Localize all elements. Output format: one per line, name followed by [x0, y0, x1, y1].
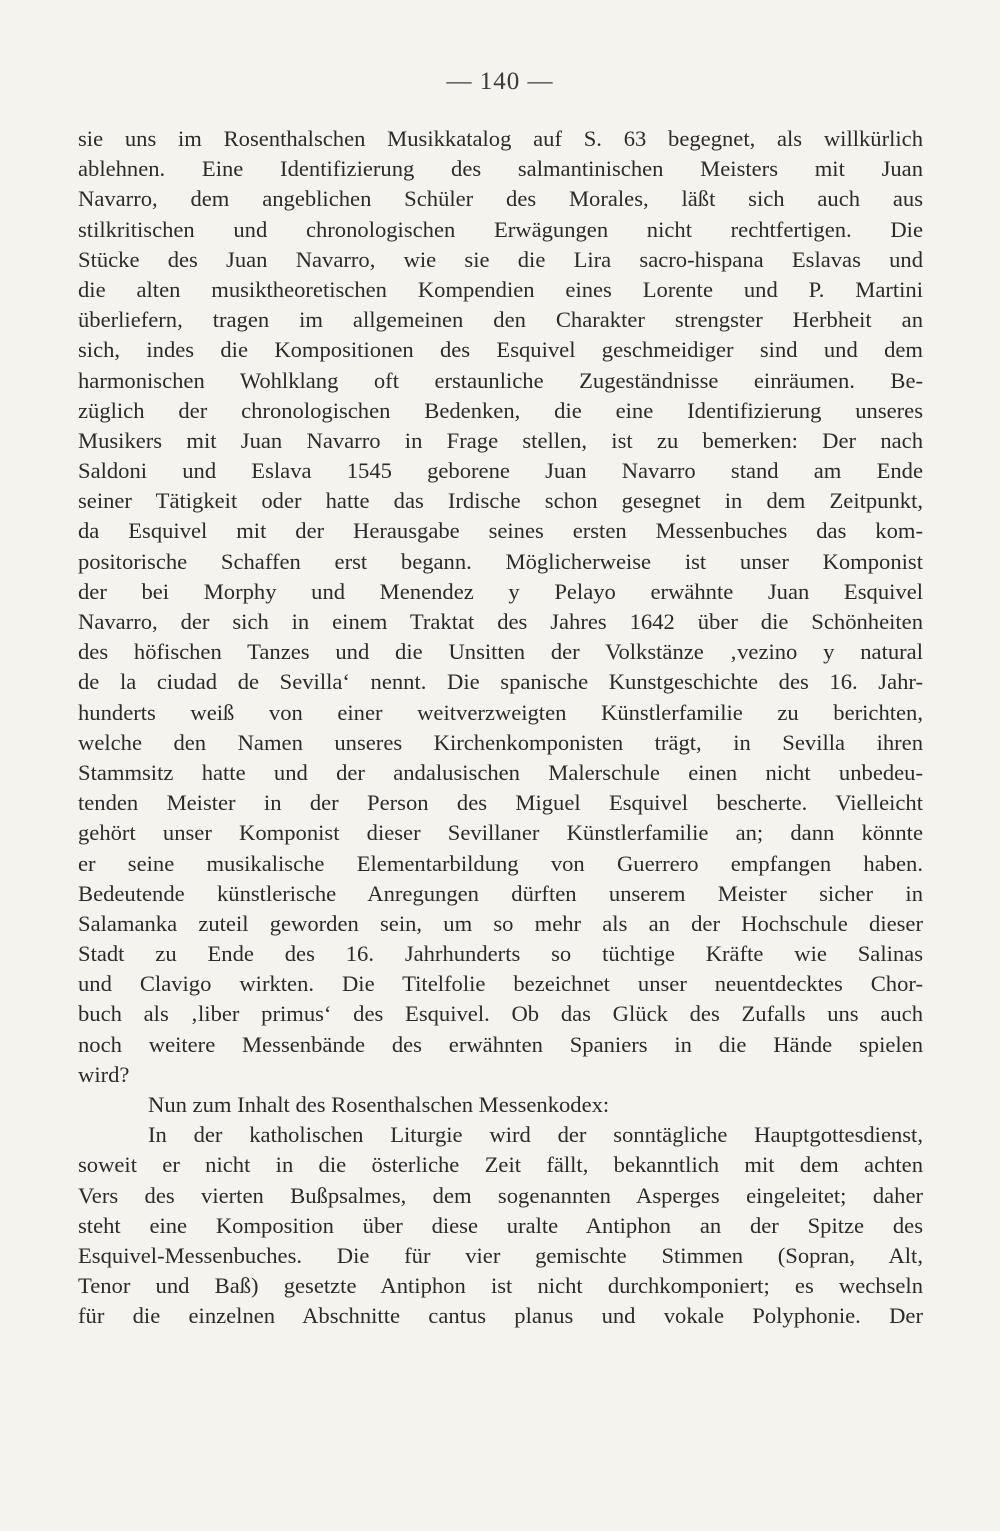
text-line: Vers des vierten Bußpsalmes, dem sogenannten Asperges eingeleitet; daher	[78, 1182, 923, 1208]
text-line: tenden Meister in der Person des Miguel Esquivel bescherte. Vielleicht	[78, 790, 923, 816]
text-line: welche den Namen unseres Kirchenkomponisten trägt, in Sevilla ihren	[78, 729, 923, 755]
text-line: sich, indes die Kompositionen des Esquivel geschmeidiger sind und dem	[78, 337, 923, 363]
text-line: hunderts weiß von einer weitverzweigten Künstlerfamilie zu berichten,	[78, 699, 923, 725]
text-line: soweit er nicht in die österliche Zeit fällt, bekanntlich mit dem achten	[78, 1152, 923, 1178]
text-line: stilkritischen und chronologischen Erwägungen nicht rechtfertigen. Die	[78, 216, 923, 242]
text-line: gehört unser Komponist dieser Sevillaner Künstlerfamilie an; dann könnte	[78, 820, 923, 846]
text-line: da Esquivel mit der Herausgabe seines ersten Messenbuches das kom-	[78, 518, 923, 544]
text-line: Salamanka zuteil geworden sein, um so mehr als an der Hochschule dieser	[78, 910, 923, 936]
text-line: sie uns im Rosenthalschen Musikkatalog auf S. 63 begegnet, als willkürlich	[78, 126, 923, 151]
text-line: positorische Schaffen erst begann. Möglicherweise ist unser Komponist	[78, 548, 923, 574]
text-line: steht eine Komposition über diese uralte Antiphon an der Spitze des	[78, 1212, 923, 1238]
text-line: In der katholischen Liturgie wird der sonntägliche Hauptgottesdienst,	[148, 1122, 923, 1148]
text-line: der bei Morphy und Menendez y Pelayo erwähnte Juan Esquivel	[78, 578, 923, 604]
text-line: und Clavigo wirkten. Die Titelfolie bezeichnet unser neuentdecktes Chor-	[78, 971, 923, 997]
text-line: Esquivel-Messenbuches. Die für vier gemischte Stimmen (Sopran, Alt,	[78, 1242, 923, 1268]
text-line: Tenor und Baß) gesetzte Antiphon ist nicht durchkomponiert; es wechseln	[78, 1273, 923, 1299]
text-line: harmonischen Wohlklang oft erstaunliche Zugeständnisse einräumen. Be-	[78, 367, 923, 393]
text-line: Navarro, der sich in einem Traktat des Jahres 1642 über die Schönheiten	[78, 609, 923, 634]
text-line: Stammsitz hatte und der andalusischen Malerschule einen nicht unbedeu-	[78, 759, 923, 785]
body-text	[78, 124, 923, 1332]
text-line: züglich der chronologischen Bedenken, die eine Identifizierung unseres	[78, 397, 923, 423]
text-line: Nun zum Inhalt des Rosenthalschen Messenkodex:	[148, 1092, 610, 1117]
text-line: noch weitere Messenbände des erwähnten Spaniers in die Hände spielen	[78, 1031, 923, 1057]
text-line: Bedeutende künstlerische Anregungen dürften unserem Meister sicher in	[78, 880, 923, 906]
text-line: Saldoni und Eslava 1545 geborene Juan Navarro stand am Ende	[78, 458, 923, 484]
text-line: ablehnen. Eine Identifizierung des salmantinischen Meisters mit Juan	[78, 156, 923, 182]
text-line: überliefern, tragen im allgemeinen den Charakter strengster Herbheit an	[78, 307, 923, 333]
text-line: seiner Tätigkeit oder hatte das Irdische schon gesegnet in dem Zeitpunkt,	[78, 488, 923, 514]
text-line: buch als ‚liber primus‘ des Esquivel. Ob das Glück des Zufalls uns auch	[78, 1001, 923, 1027]
text-line: de la ciudad de Sevilla‘ nennt. Die spanische Kunstgeschichte des 16. Jahr-	[78, 669, 923, 695]
text-line: Stücke des Juan Navarro, wie sie die Lira sacro-hispana Eslavas und	[78, 246, 923, 272]
page-number: — 140 —	[446, 68, 554, 95]
text-line: Musikers mit Juan Navarro in Frage stellen, ist zu bemerken: Der nach	[78, 427, 923, 453]
text-line: des höfischen Tanzes und die Unsitten der Volkstänze ‚vezino y natural	[78, 639, 923, 665]
text-line: er seine musikalische Elementarbildung von Guerrero empfangen haben.	[78, 850, 923, 876]
text-line: Stadt zu Ende des 16. Jahrhunderts so tüchtige Kräfte wie Salinas	[78, 941, 923, 967]
text-line: die alten musiktheoretischen Kompendien eines Lorente und P. Martini	[78, 276, 923, 302]
text-line: für die einzelnen Abschnitte cantus planus und vokale Polyphonie. Der	[78, 1303, 923, 1329]
text-line: Navarro, dem angeblichen Schüler des Morales, läßt sich auch aus	[78, 186, 923, 212]
text-line: wird?	[78, 1061, 130, 1087]
